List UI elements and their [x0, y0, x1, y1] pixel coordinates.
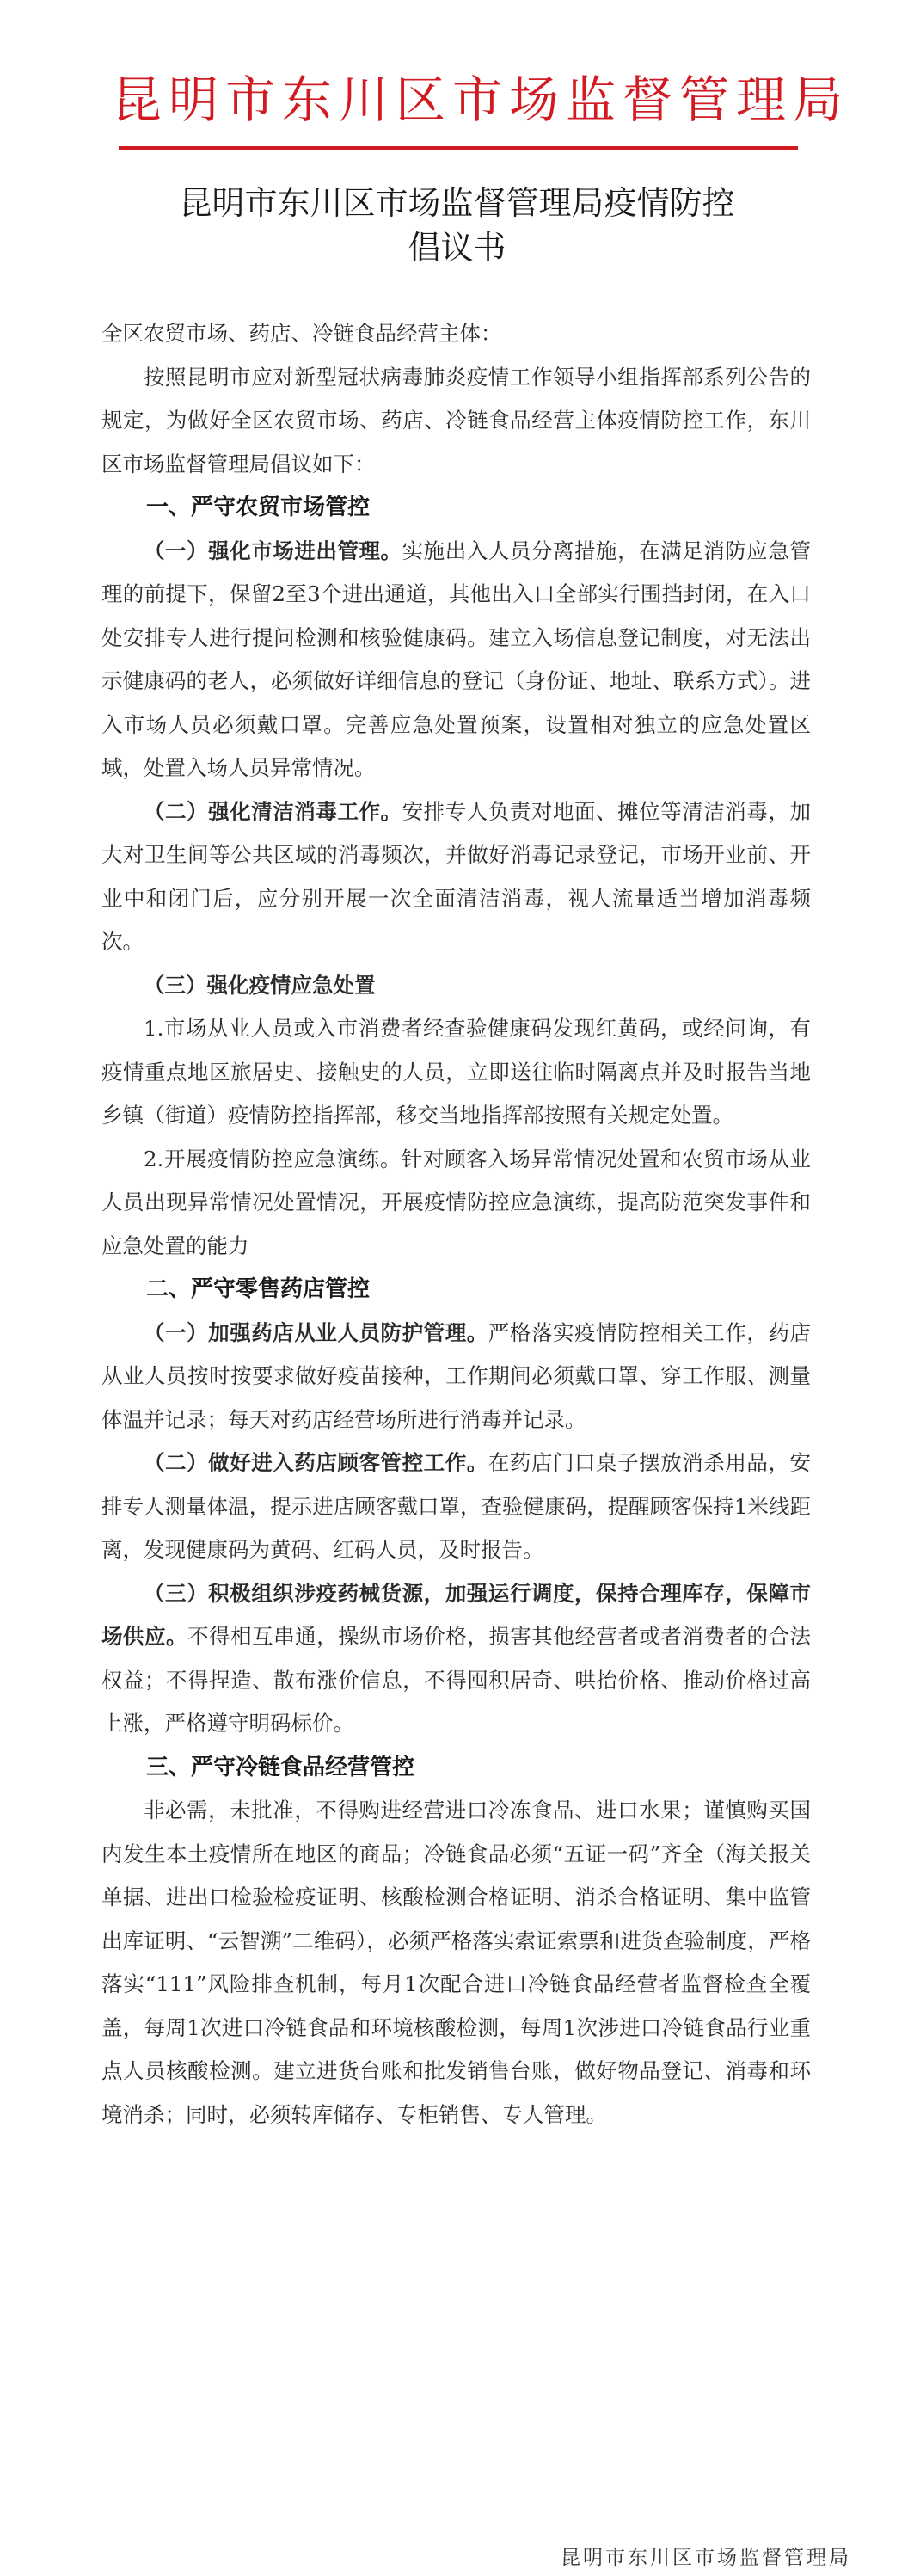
document-title-line1: 昆明市东川区市场监督管理局疫情防控 [179, 184, 735, 222]
document-title [0, 181, 914, 270]
paragraph: （一）强化市场进出管理。实施出入人员分离措施，在满足消防应急管理的前提下，保留2至3个进出通道，其他出入口全部实行围挡封闭，在入口处安排专人进行提问检测和核验健康码。建立入场信息登记制度，对无法出示健康码的老人，必须做好详细信息的登记（身份证、地址、联系方式）。进入市场人员必须戴口罩。完善应急处置预案，设置相对独立的应急处置区域，处置入场人员异常情况。 [101, 538, 812, 780]
red-divider-line [119, 146, 798, 150]
paragraph: （一）加强药店从业人员防护管理。严格落实疫情防控相关工作，药店从业人员按时按要求做好疫苗接种，工作期间必须戴口罩、穿工作服、测量体温并记录；每天对药店经营场所进行消毒并记录。 [101, 1319, 812, 1432]
document-title-line2: 倡议书 [408, 229, 506, 267]
section-heading-2: 二、严守零售药店管控 [146, 1276, 371, 1302]
org-letterhead-title: 昆明市东川区市场监督管理局 [112, 71, 850, 129]
section-heading-3: 三、严守冷链食品经营管控 [146, 1754, 415, 1780]
salutation: 全区农贸市场、药店、冷链食品经营主体： [101, 321, 502, 346]
section-heading-1: 一、严守农贸市场管控 [146, 495, 371, 520]
paragraph: （三）强化疫情应急处置 [144, 972, 376, 998]
paragraph: （三）积极组织涉疫药械货源，加强运行调度，保持合理库存，保障市场供应。不得相互串通，操纵市场价格，损害其他经营者或者消费者的合法权益；不得捏造、散布涨价信息，不得囤积居奇、哄抬价格、推动价格过高上涨，严格遵守明码标价。 [101, 1580, 811, 1736]
paragraph: （二）做好进入药店顾客管控工作。在药店门口桌子摆放消杀用品，安排专人测量体温，提示进店顾客戴口罩，查验健康码，提醒顾客保持1米线距离，发现健康码为黄码、红码人员，及时报告。 [101, 1450, 812, 1562]
paragraph: 非必需，未批准，不得购进经营进口冷冻食品、进口水果；谨慎购买国内发生本土疫情所在地区的商品；冷链食品必须“五证一码”齐全（海关报关单据、进出口检验检疫证明、核酸检测合格证明、消杀合格证明、集中监管出库证明、“云智溯”二维码），必须严格落实索证索票和进货查验制度，严格落实“111”风险排查机制，每月1次配合进口冷链食品经营者监督检查全覆盖，每周1次进口冷链食品和环境核酸检测，每周1次涉进口冷链食品行业重点人员核酸检测。建立进货台账和批发销售台账，做好物品登记、消毒和环境消杀；同时，必须转库储存、专柜销售、专人管理。 [101, 1798, 811, 2127]
paragraph: （二）强化清洁消毒工作。安排专人负责对地面、摊位等清洁消毒，加大对卫生间等公共区域的消毒频次，并做好消毒记录登记，市场开业前、开业中和闭门后，应分别开展一次全面清洁消毒，视人流量适当增加消毒频次。 [101, 798, 812, 954]
intro-paragraph: 按照昆明市应对新型冠状病毒肺炎疫情工作领导小组指挥部系列公告的规定，为做好全区农贸市场、药店、冷链食品经营主体疫情防控工作，东川区市场监督管理局倡议如下： [101, 364, 811, 476]
document-body [101, 312, 811, 2136]
paragraph: 2.开展疫情防控应急演练。针对顾客入场异常情况处置和农贸市场从业人员出现异常情况处置情况，开展疫情防控应急演练，提高防范突发事件和应急处置的能力 [101, 1146, 811, 1258]
signature: 昆明市东川区市场监督管理局 [561, 2547, 851, 2569]
paragraph: 1.市场从业人员或入市消费者经查验健康码发现红黄码，或经问询，有疫情重点地区旅居史、接触史的人员，立即送往临时隔离点并及时报告当地乡镇（街道）疫情防控指挥部，移交当地指挥部按照有关规定处置。 [101, 1016, 811, 1128]
